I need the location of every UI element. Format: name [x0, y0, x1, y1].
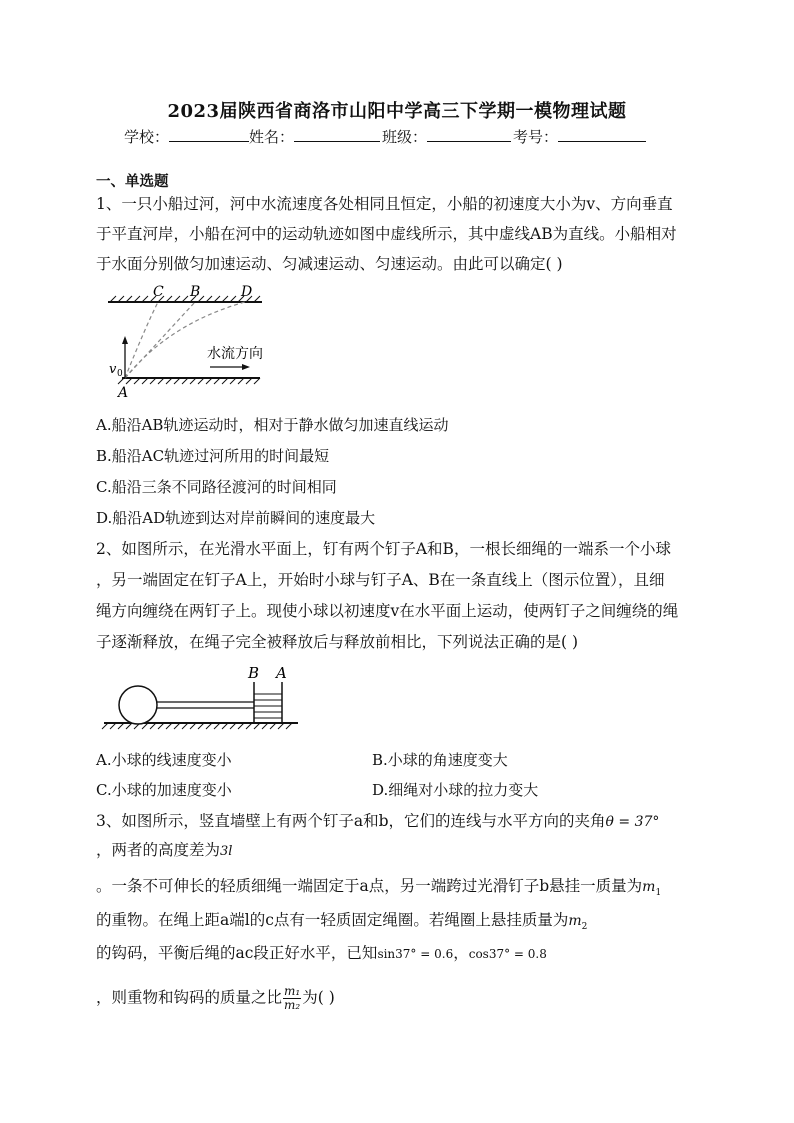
q3-line-4-text: 的重物。在绳上距a端l的c点有一轻质固定绳圈。若绳圈上悬挂质量为 [96, 911, 569, 929]
q3-line-6 [96, 985, 335, 1012]
q3-m2-math: m [568, 913, 582, 929]
q1-line-3: 于水面分别做匀加速运动、匀减速运动、匀速运动。由此可以确定( ) [96, 255, 563, 273]
q2-line-4: 子逐渐释放，在绳子完全被释放后与释放前相比，下列说法正确的是( ) [96, 633, 579, 651]
q1-line-1: 1、一只小船过河，河中水流速度各处相同且恒定，小船的初速度大小为v、方向垂直 [96, 195, 673, 213]
school-blank [169, 127, 249, 142]
q1-river-figure [100, 278, 290, 403]
q3-line-3 [96, 876, 661, 903]
q1-label-v0-sub: 0 [117, 369, 123, 379]
exam-no-label: 考号： [513, 128, 559, 146]
q2-label-A: A [276, 664, 287, 682]
q3-m1-sub: 1 [655, 888, 662, 899]
q1-label-D: D [241, 284, 253, 300]
q3-line-2 [96, 840, 232, 862]
q3-line-5-sep: ， [453, 944, 469, 962]
q3-line-1-text: 3、如图所示，竖直墙壁上有两个钉子a和b，它们的连线与水平方向的夹角 [96, 812, 606, 830]
q1-label-A: A [118, 385, 129, 401]
q3-angle-math: θ = 37° [605, 814, 660, 830]
q3-line-5 [96, 943, 547, 964]
name-label: 姓名： [249, 128, 295, 146]
q2-option-a: A.小球的线速度变小 [96, 751, 232, 769]
q1-option-d: D.船沿AD轨迹到达对岸前瞬间的速度最大 [96, 509, 376, 527]
q3-m1-math: m [642, 879, 656, 895]
q1-option-a: A.船沿AB轨迹运动时，相对于静水做匀加速直线运动 [96, 416, 449, 434]
q1-label-v0: v [109, 362, 117, 377]
school-label: 学校： [124, 128, 170, 146]
q2-option-d: D.细绳对小球的拉力变大 [372, 781, 539, 799]
q3-line-2-text: ，两者的高度差为 [96, 841, 221, 859]
class-label: 班级： [382, 128, 428, 146]
q1-flow-label: 水流方向 [207, 346, 263, 362]
name-blank [294, 127, 380, 142]
q1-option-c: C.船沿三条不同路径渡河的时间相同 [96, 478, 337, 496]
q3-line-4 [96, 910, 587, 937]
q3-line-3-text: 。一条不可伸长的轻质细绳一端固定于a点，另一端跨过光滑钉子b悬挂一质量为 [96, 877, 643, 895]
q2-option-c: C.小球的加速度变小 [96, 781, 232, 799]
q1-label-B: B [190, 284, 201, 300]
q2-line-3: 绳方向缠绕在两钉子上。现使小球以初速度v在水平面上运动，使两钉子之间缠绕的绳 [96, 602, 679, 620]
q3-height-math: 3l [220, 844, 233, 859]
q2-label-B: B [248, 664, 260, 682]
q1-option-b: B.船沿AC轨迹过河所用的时间最短 [96, 447, 330, 465]
q3-cos-math: cos37° = 0.8 [468, 947, 547, 961]
page-title: 2023届陕西省商洛市山阳中学高三下学期一模物理试题 [167, 101, 627, 122]
q3-m2-sub: 2 [581, 922, 588, 933]
section-title: 一、单选题 [96, 173, 169, 190]
q3-frac-numerator: m₁ [284, 984, 301, 998]
q2-option-b: B.小球的角速度变大 [372, 751, 508, 769]
q1-label-C: C [153, 284, 164, 300]
q3-line-6-text: ，则重物和钩码的质量之比 [96, 988, 283, 1007]
q3-line-6-end: 为( ) [302, 988, 335, 1007]
q3-sin-math: sin37° = 0.6 [377, 947, 454, 961]
q3-frac-denominator: m₂ [284, 998, 301, 1012]
q3-line-5-text: 的钩码，平衡后绳的ac段正好水平，已知 [96, 944, 378, 962]
student-info-row [124, 126, 646, 147]
q2-nails-figure [96, 664, 316, 740]
q2-line-2: ，另一端固定在钉子A上，开始时小球与钉子A、B在一条直线上（图示位置），且细 [96, 571, 665, 589]
q1-line-2: 于平直河岸，小船在河中的运动轨迹如图中虚线所示，其中虚线AB为直线。小船相对 [96, 225, 677, 243]
q2-line-1: 2、如图所示，在光滑水平面上，钉有两个钉子A和B，一根长细绳的一端系一个小球 [96, 540, 671, 558]
class-blank [427, 127, 511, 142]
q3-line-1 [96, 811, 659, 832]
exam-no-blank [558, 127, 646, 142]
q3-mass-ratio-fraction [283, 985, 301, 1012]
